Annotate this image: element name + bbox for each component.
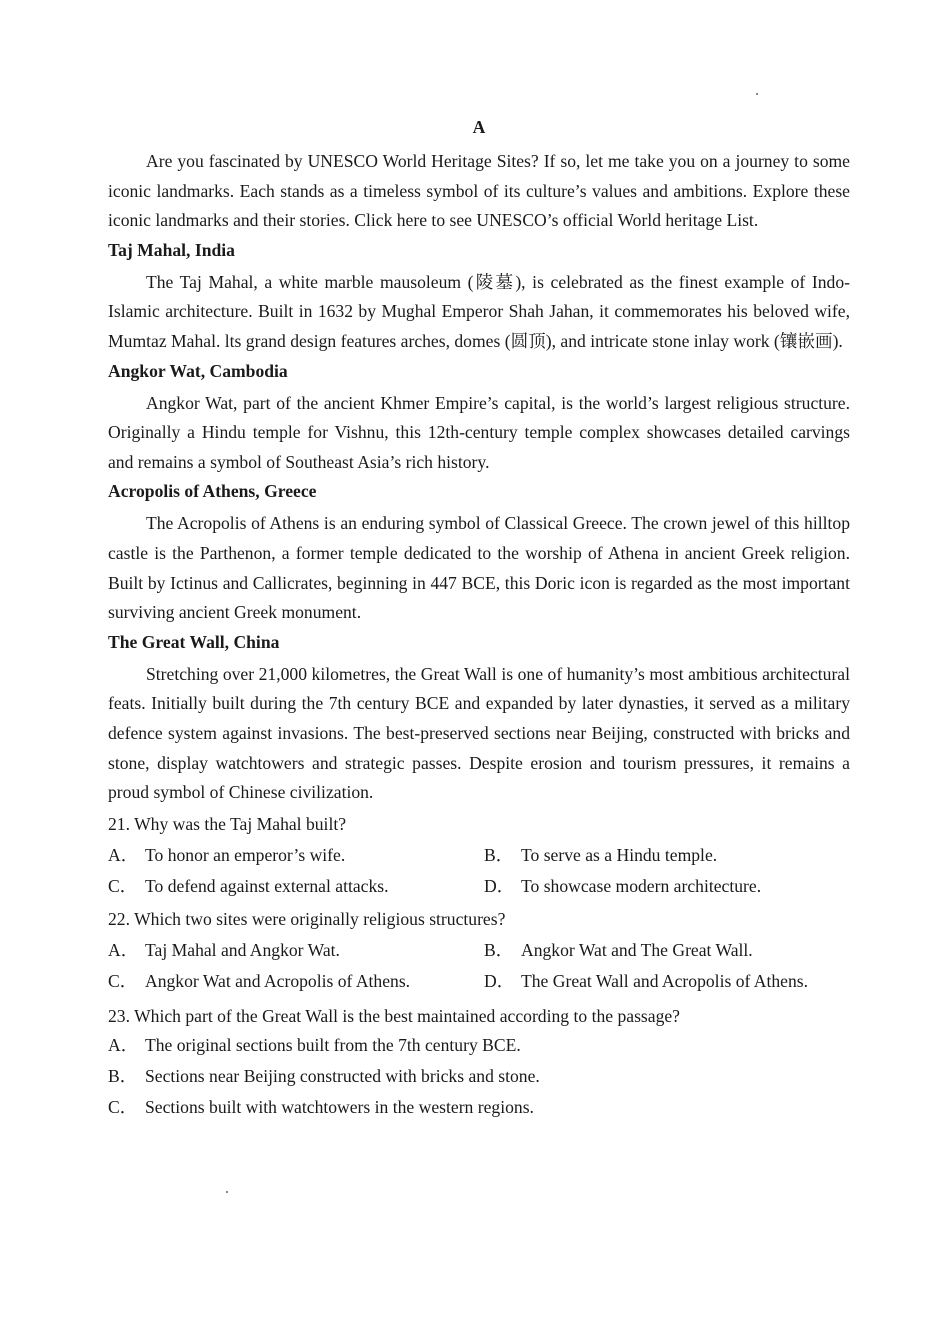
question-22-stem: 22. Which two sites were originally religious structures?	[108, 908, 506, 929]
option-key: A．	[108, 844, 139, 865]
option-text: To showcase modern architecture.	[521, 876, 762, 897]
option-key: C．	[108, 876, 138, 897]
option-text: Sections built with watchtowers in the western regions.	[145, 1096, 534, 1117]
option-key: B．	[484, 939, 514, 960]
option-key: A．	[108, 939, 139, 960]
section-text-taj-mahal: The Taj Mahal, a white marble mausoleum (陵墓), is celebrated as the finest example of Indo-Islamic architecture. Built in 1632 by Mughal Emperor Shah Jahan, it commemorates his beloved wife, Mumtaz Mahal. lts grand design features arches, domes (圆顶), and intricate stone inlay work (镶嵌画).	[108, 271, 850, 351]
option-key: D．	[484, 971, 515, 992]
option-text: Angkor Wat and Acropolis of Athens.	[145, 971, 411, 992]
option-key: B．	[108, 1065, 138, 1086]
scan-speck	[226, 1191, 228, 1193]
question-23-option-b[interactable]	[108, 1061, 850, 1092]
question-21-option-b[interactable]	[484, 840, 850, 872]
question-22-option-c[interactable]	[108, 966, 484, 998]
section-heading-great-wall: The Great Wall, China	[108, 631, 280, 652]
question-21-option-c[interactable]	[108, 871, 484, 903]
option-text: The Great Wall and Acropolis of Athens.	[521, 971, 809, 992]
option-key: C．	[108, 1096, 138, 1117]
question-21-options	[108, 840, 850, 903]
question-23-stem: 23. Which part of the Great Wall is the best maintained according to the passage?	[108, 1005, 680, 1026]
section-heading-acropolis: Acropolis of Athens, Greece	[108, 481, 317, 502]
option-text: To honor an emperor’s wife.	[145, 844, 346, 865]
question-21-option-d[interactable]	[484, 871, 850, 903]
section-text-great-wall: Stretching over 21,000 kilometres, the Great Wall is one of humanity’s most ambitious architectural feats. Initially built during the 7th century BCE and expanded by later dynasties, it served as a military defence system against invasions. The best-preserved sections near Beijing, constructed with bricks and stone, display watchtowers and strategic passes. Despite erosion and tourism pressures, it remains a proud symbol of Chinese civilization.	[108, 663, 850, 803]
question-22-option-d[interactable]	[484, 966, 850, 998]
option-key: A．	[108, 1034, 139, 1055]
question-23-option-c[interactable]	[108, 1092, 850, 1123]
question-21-option-a[interactable]	[108, 840, 484, 872]
option-text: Taj Mahal and Angkor Wat.	[145, 939, 340, 960]
option-key: B．	[484, 844, 514, 865]
question-21-stem: 21. Why was the Taj Mahal built?	[108, 813, 347, 834]
section-text-acropolis: The Acropolis of Athens is an enduring symbol of Classical Greece. The crown jewel of this hilltop castle is the Parthenon, a former temple dedicated to the worship of Athena in ancient Greek religion. Built by Ictinus and Callicrates, beginning in 447 BCE, this Doric icon is regarded as the most important surviving ancient Greek monument.	[108, 513, 850, 623]
option-text: To serve as a Hindu temple.	[521, 844, 718, 865]
question-22-option-b[interactable]	[484, 935, 850, 967]
option-text: Sections near Beijing constructed with bricks and stone.	[145, 1065, 540, 1086]
question-22-option-a[interactable]	[108, 935, 484, 967]
option-text: Angkor Wat and The Great Wall.	[521, 939, 753, 960]
intro-paragraph: Are you fascinated by UNESCO World Heritage Sites? If so, let me take you on a journey to some iconic landmarks. Each stands as a timeless symbol of its culture’s values and ambitions. Explore these iconic landmarks and their stories. Click here to see UNESCO’s official World heritage List.	[108, 151, 850, 231]
question-22-options	[108, 935, 850, 998]
question-23-options	[108, 1030, 850, 1123]
section-heading-taj-mahal: Taj Mahal, India	[108, 239, 235, 260]
option-text: To defend against external attacks.	[145, 876, 389, 897]
question-23-option-a[interactable]	[108, 1030, 850, 1061]
passage-title: A	[472, 117, 486, 137]
section-heading-angkor-wat: Angkor Wat, Cambodia	[108, 360, 288, 381]
option-key: D．	[484, 876, 515, 897]
option-text: The original sections built from the 7th century BCE.	[145, 1034, 521, 1055]
option-key: C．	[108, 971, 138, 992]
document-body	[108, 115, 850, 1123]
section-text-angkor-wat: Angkor Wat, part of the ancient Khmer Empire’s capital, is the world’s largest religious structure. Originally a Hindu temple for Vishnu, this 12th-century temple complex showcases detailed carvings and remains a symbol of Southeast Asia’s rich history.	[108, 392, 850, 472]
scan-speck	[756, 93, 758, 95]
